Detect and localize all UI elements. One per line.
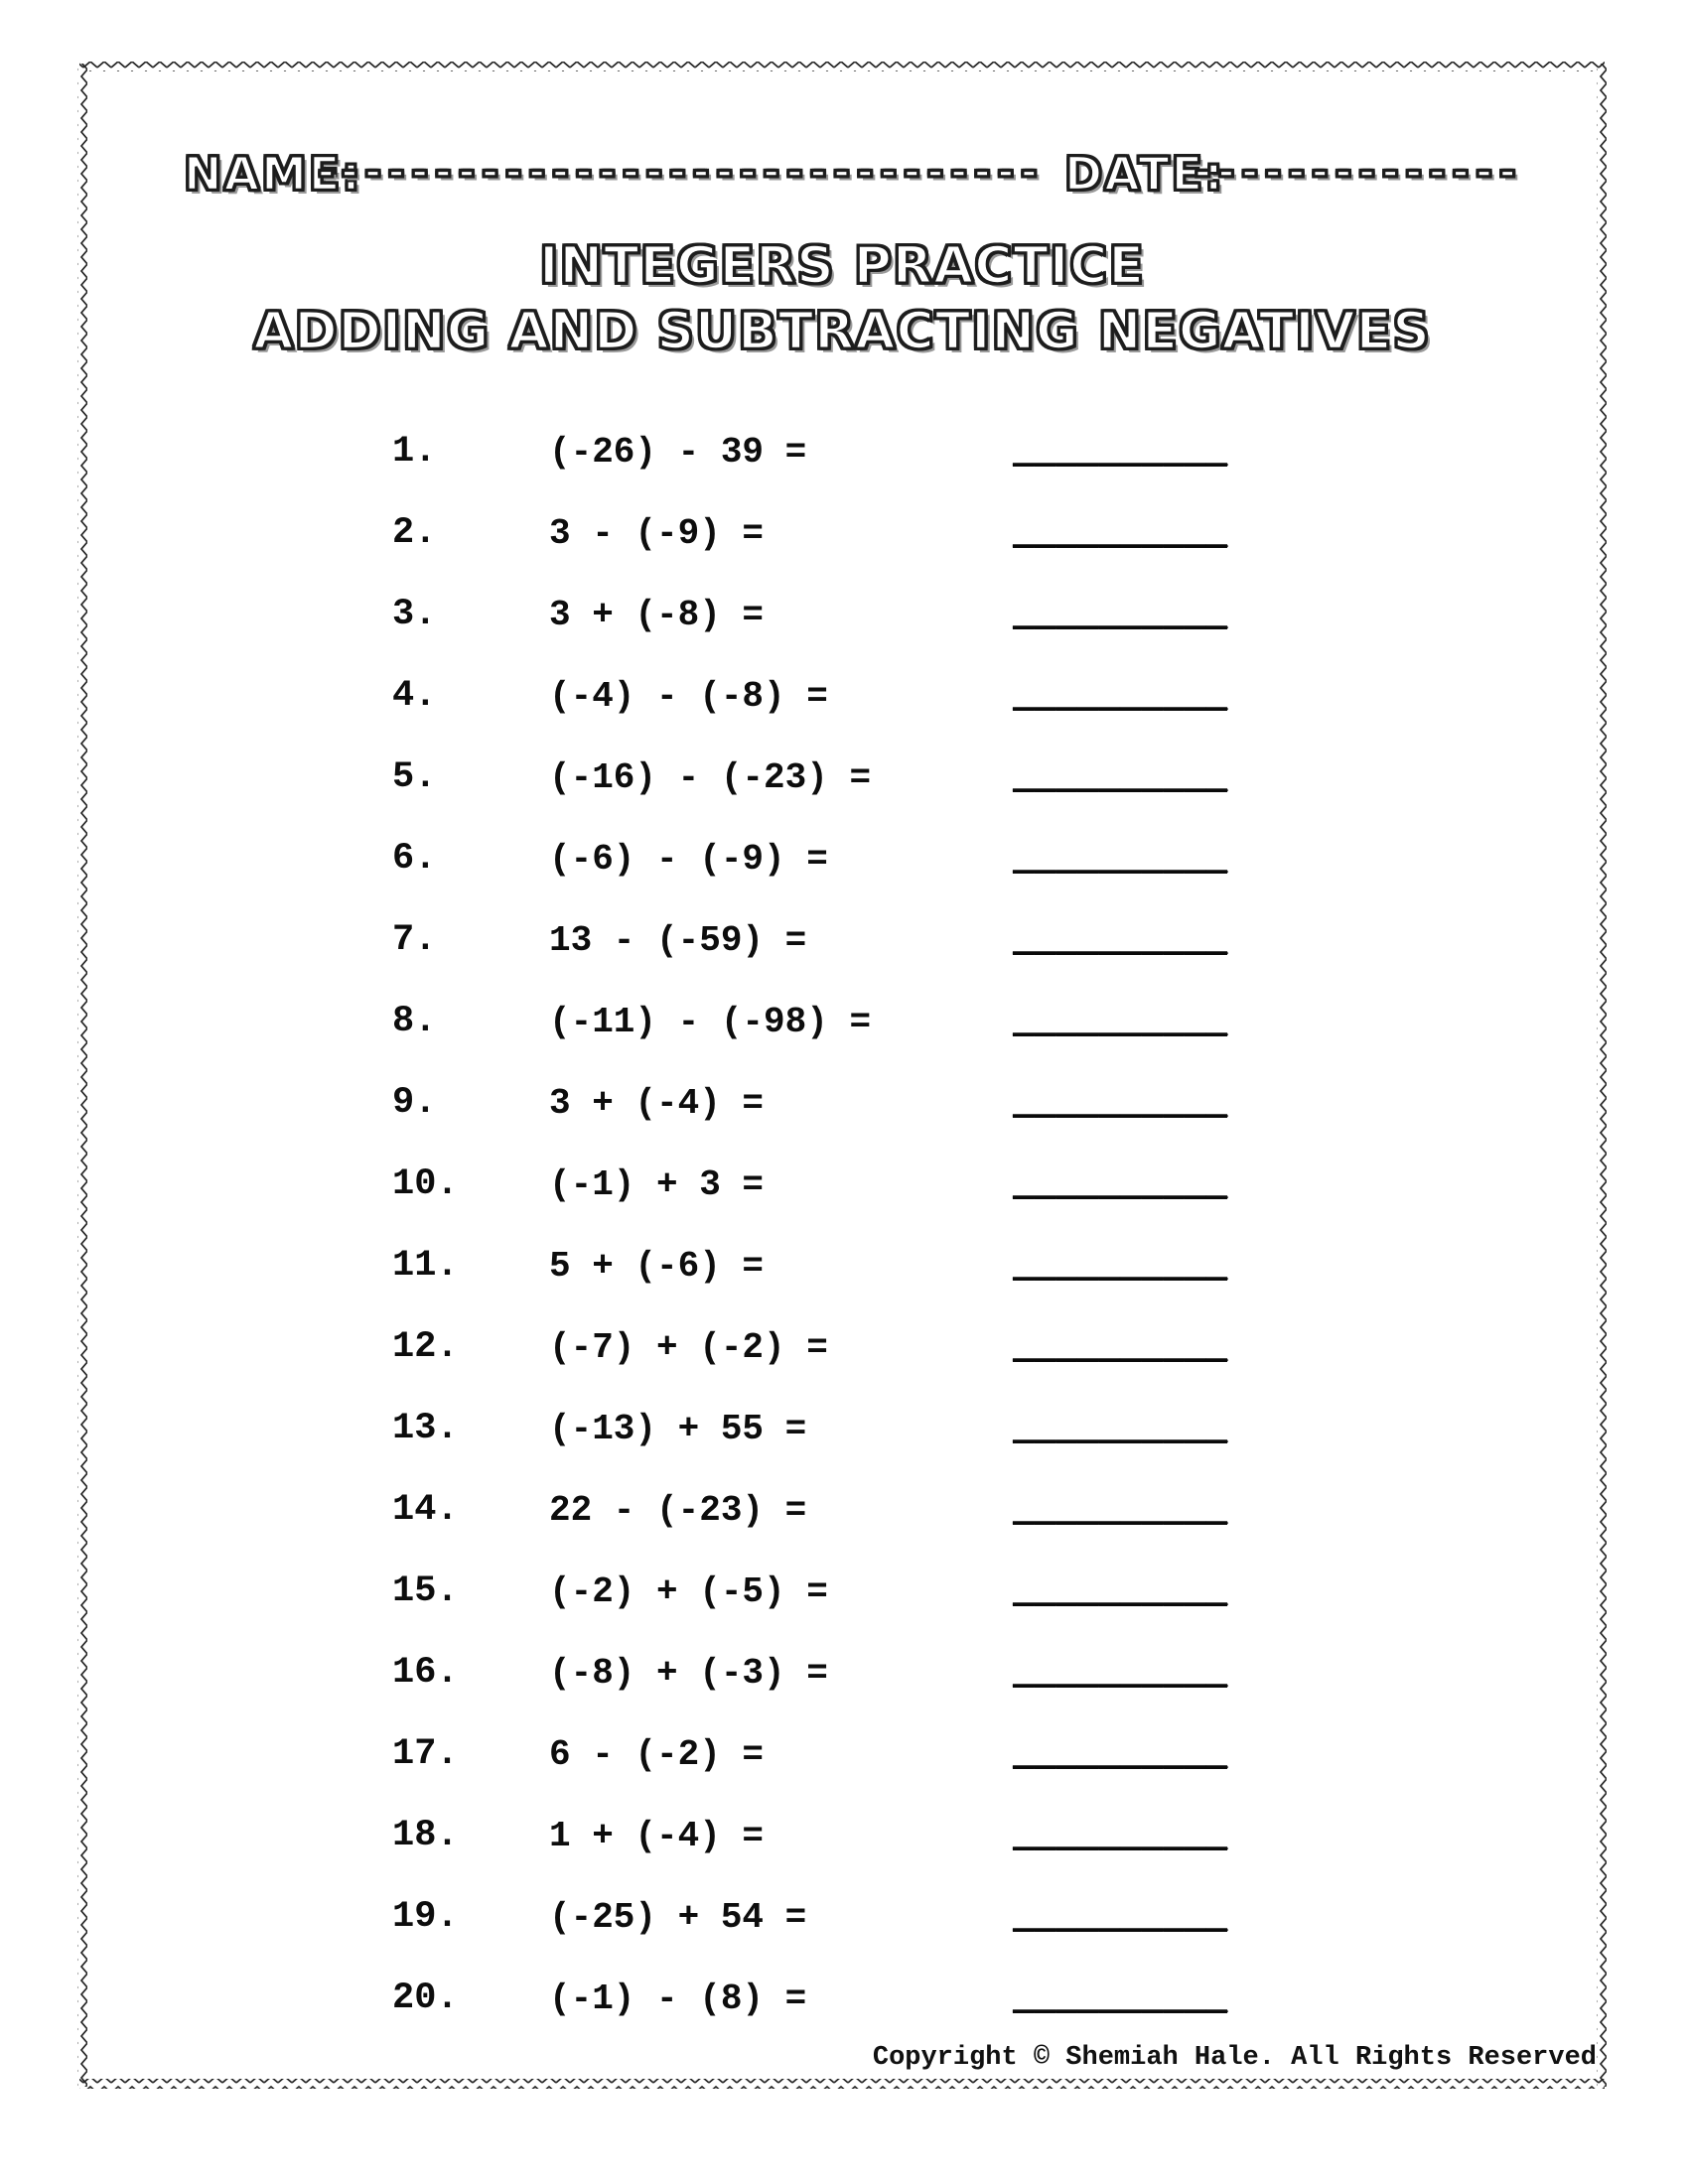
problem-expression: (-4) - (-8) =	[549, 675, 828, 717]
answer-blank: __________	[1013, 1570, 1228, 1612]
answer-blank: __________	[1013, 1489, 1228, 1531]
problem-expression: (-1) + 3 =	[549, 1163, 765, 1205]
answer-blank: __________	[1013, 1733, 1228, 1775]
problem-expression: 3 + (-4) =	[549, 1082, 765, 1124]
problem-expression: 6 - (-2) =	[549, 1733, 765, 1775]
date-label: DATE:	[1064, 147, 1225, 201]
problem-expression: (-7) + (-2) =	[549, 1326, 828, 1368]
problem-row	[0, 1306, 1688, 1388]
problem-expression: 1 + (-4) =	[549, 1815, 765, 1856]
problem-row	[0, 1225, 1688, 1306]
problem-list	[0, 411, 1688, 2039]
problem-expression: (-13) + 55 =	[549, 1408, 807, 1449]
problem-row	[0, 655, 1688, 737]
problem-row	[0, 1062, 1688, 1144]
problem-number: 19.	[392, 1896, 459, 1938]
answer-blank: __________	[1013, 675, 1228, 717]
problem-number: 5.	[392, 756, 437, 798]
answer-blank: __________	[1013, 1163, 1228, 1205]
answer-blank: __________	[1013, 1326, 1228, 1368]
problem-expression: 22 - (-23) =	[549, 1489, 807, 1531]
problem-number: 12.	[392, 1326, 459, 1368]
problem-expression: (-6) - (-9) =	[549, 838, 828, 880]
problem-expression: (-11) - (-98) =	[549, 1001, 872, 1042]
problem-row	[0, 1876, 1688, 1958]
name-label: NAME:	[184, 147, 362, 201]
problem-row	[0, 411, 1688, 492]
problem-row	[0, 818, 1688, 899]
problem-expression: 3 - (-9) =	[549, 512, 765, 554]
problem-row	[0, 1551, 1688, 1632]
date-blank-line: --------------	[1195, 149, 1523, 195]
answer-blank: __________	[1013, 431, 1228, 473]
worksheet-title-line1: INTEGERS PRACTICE	[539, 236, 1145, 296]
answer-blank: __________	[1013, 1652, 1228, 1694]
problem-row	[0, 1469, 1688, 1551]
problem-row	[0, 981, 1688, 1062]
problem-number: 11.	[392, 1245, 459, 1287]
answer-blank: __________	[1013, 1408, 1228, 1449]
copyright-footer: Copyright © Shemiah Hale. All Rights Reserved	[872, 2043, 1597, 2073]
problem-expression: (-16) - (-23) =	[549, 756, 872, 798]
problem-expression: (-8) + (-3) =	[549, 1652, 828, 1694]
problem-number: 17.	[392, 1733, 459, 1775]
problem-row	[0, 1144, 1688, 1225]
problem-row	[0, 737, 1688, 818]
problem-number: 15.	[392, 1570, 459, 1612]
answer-blank: __________	[1013, 838, 1228, 880]
answer-blank: __________	[1013, 1978, 1228, 2019]
worksheet-title-line2: ADDING AND SUBTRACTING NEGATIVES	[253, 302, 1431, 361]
problem-number: 16.	[392, 1652, 459, 1694]
problem-number: 2.	[392, 512, 437, 554]
problem-number: 4.	[392, 675, 437, 717]
problem-number: 13.	[392, 1408, 459, 1449]
answer-blank: __________	[1013, 1082, 1228, 1124]
problem-number: 20.	[392, 1978, 459, 2019]
problem-expression: 5 + (-6) =	[549, 1245, 765, 1287]
problem-expression: (-26) - 39 =	[549, 431, 807, 473]
problem-number: 18.	[392, 1815, 459, 1856]
name-blank-line: -------------------------------	[318, 149, 1045, 195]
problem-row	[0, 574, 1688, 655]
problem-number: 7.	[392, 919, 437, 961]
problem-row	[0, 899, 1688, 981]
problem-row	[0, 1632, 1688, 1713]
problem-row	[0, 1388, 1688, 1469]
problem-row	[0, 492, 1688, 574]
problem-number: 8.	[392, 1001, 437, 1042]
problem-number: 10.	[392, 1163, 459, 1205]
answer-blank: __________	[1013, 1896, 1228, 1938]
answer-blank: __________	[1013, 594, 1228, 635]
problem-expression: (-2) + (-5) =	[549, 1570, 828, 1612]
answer-blank: __________	[1013, 1245, 1228, 1287]
problem-number: 14.	[392, 1489, 459, 1531]
answer-blank: __________	[1013, 919, 1228, 961]
answer-blank: __________	[1013, 1001, 1228, 1042]
problem-expression: 3 + (-8) =	[549, 594, 765, 635]
problem-number: 6.	[392, 838, 437, 880]
problem-row	[0, 1713, 1688, 1795]
problem-number: 3.	[392, 594, 437, 635]
problem-row	[0, 1795, 1688, 1876]
answer-blank: __________	[1013, 512, 1228, 554]
problem-number: 9.	[392, 1082, 437, 1124]
problem-row	[0, 1958, 1688, 2039]
problem-expression: (-1) - (8) =	[549, 1978, 807, 2019]
answer-blank: __________	[1013, 1815, 1228, 1856]
problem-expression: 13 - (-59) =	[549, 919, 807, 961]
problem-expression: (-25) + 54 =	[549, 1896, 807, 1938]
problem-number: 1.	[392, 431, 437, 473]
answer-blank: __________	[1013, 756, 1228, 798]
